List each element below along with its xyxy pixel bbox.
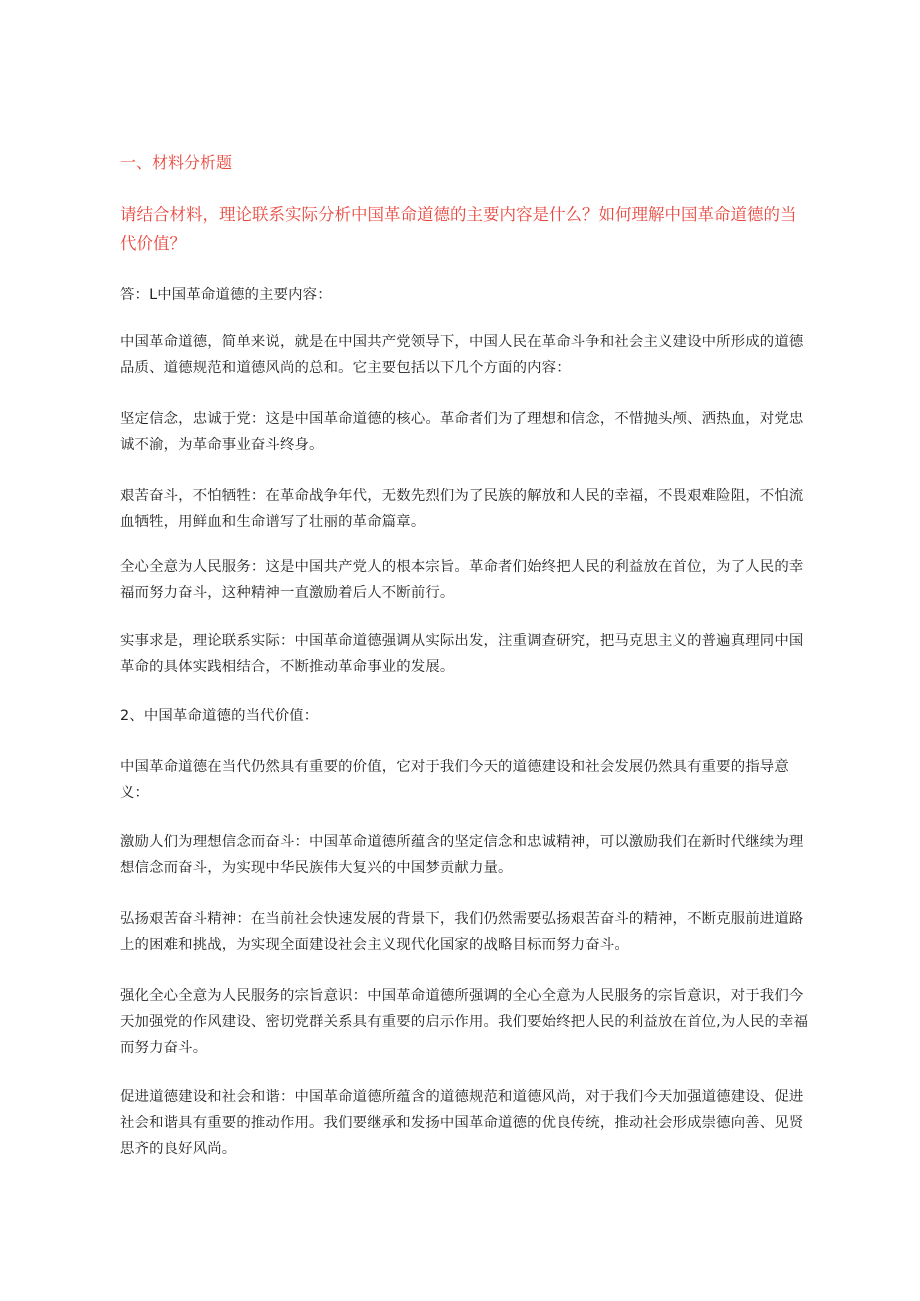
paragraph-inspire: 激励人们为理想信念而奋斗：中国革命道德所蕴含的坚定信念和忠诚精神，可以激励我们在新时代继续为理想信念而奋斗，为实现中华民族伟大复兴的中国梦贡献力量。 <box>120 834 804 876</box>
paragraph-definition: 中国革命道德，简单来说，就是在中国共产党领导下，中国人民在革命斗争和社会主义建设中所形成的道德品质、道德规范和道德风尚的总和。它主要包括以下几个方面的内容： <box>120 334 804 376</box>
paragraph-hardship: 艰苦奋斗，不怕牺牲：在革命战争年代，无数先烈们为了民族的解放和人民的幸福，不畏艰难险阻，不怕流血牺牲，用鲜血和生命谱写了壮丽的革命篇章。 <box>120 488 804 530</box>
section-heading: 一、材料分析题 <box>120 153 233 172</box>
section-2-heading: 2、中国革命道德的当代价值： <box>120 708 319 724</box>
paragraph-purpose: 强化全心全意为人民服务的宗旨意识：中国革命道德所强调的全心全意为人民服务的宗旨意识，对于我们今天加强党的作风建设、密切党群关系具有重要的启示作用。我们要始终把人民的利益放在首位,为人民的幸福而努力奋斗。 <box>120 988 809 1056</box>
question-text: 请结合材料，理论联系实际分析中国革命道德的主要内容是什么？如何理解中国革命道德的当代价值？ <box>120 205 797 253</box>
paragraph-contemporary-value: 中国革命道德在当代仍然具有重要的价值，它对于我们今天的道德建设和社会发展仍然具有重要的指导意义： <box>120 759 789 801</box>
paragraph-carry-forward: 弘扬艰苦奋斗精神：在当前社会快速发展的背景下，我们仍然需要弘扬艰苦奋斗的精神，不断克服前进道路上的困难和挑战，为实现全面建设社会主义现代化国家的战略目标而努力奋斗。 <box>120 911 804 953</box>
paragraph-harmony: 促进道德建设和社会和谐：中国革命道德所蕴含的道德规范和道德风尚，对于我们今天加强道德建设、促进社会和谐具有重要的推动作用。我们要继承和发扬中国革命道德的优良传统，推动社会形成崇德向善、见贤思齐的良好风尚。 <box>120 1089 804 1157</box>
paragraph-practice: 实事求是，理论联系实际：中国革命道德强调从实际出发，注重调查研究，把马克思主义的普遍真理同中国革命的具体实践相结合，不断推动革命事业的发展。 <box>120 633 804 675</box>
paragraph-belief: 坚定信念，忠诚于党：这是中国革命道德的核心。革命者们为了理想和信念，不惜抛头颅、洒热血，对党忠诚不渝，为革命事业奋斗终身。 <box>120 411 804 453</box>
paragraph-serve-people: 全心全意为人民服务：这是中国共产党人的根本宗旨。革命者们始终把人民的利益放在首位，为了人民的幸福而努力奋斗，这种精神一直激励着后人不断前行。 <box>120 559 804 601</box>
answer-intro: 答：L中国革命道德的主要内容： <box>120 287 332 303</box>
